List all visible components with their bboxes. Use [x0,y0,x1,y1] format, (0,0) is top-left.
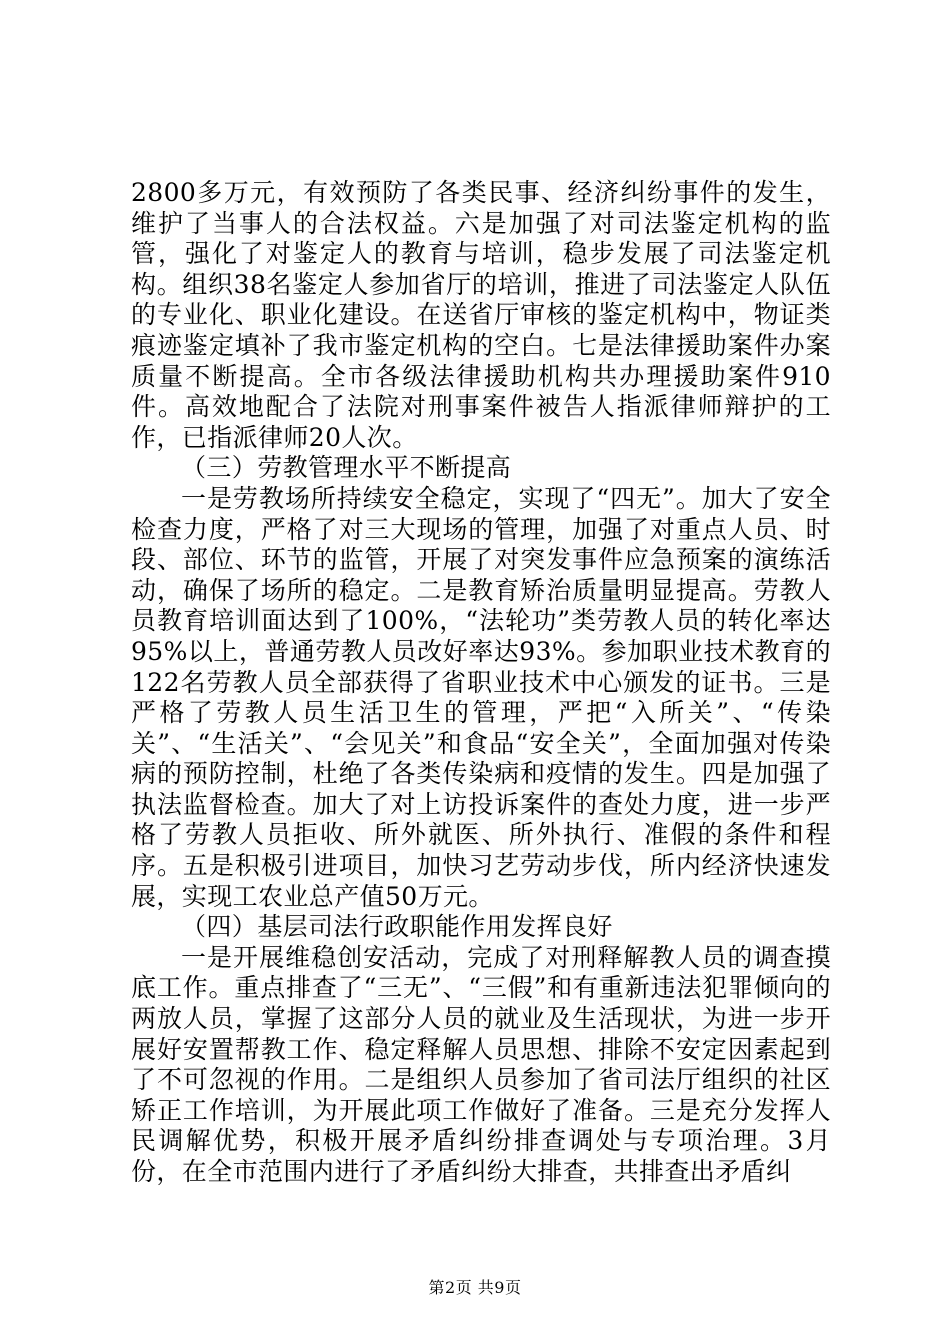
section-heading-4: （四）基层司法行政职能作用发挥良好 [181,912,613,942]
paragraph-grassroots: 一是开展维稳创安活动，完成了对刑释解教人员的调查摸底工作。重点排查了“三无”、“三假”和有重新违法犯罪倾向的两放人员，掌握了这部分人员的就业及生活现状，为进一步开展好安置帮教工作、稳定释解人员思想、排除不安定因素起到了不可忽视的作用。二是组织人员参加了省司法厅组织的社区矫正工作培训，为开展此项工作做好了准备。三是充分发挥人民调解优势，积极开展矛盾纠纷排查调处与专项治理。3月份，在全市范围内进行了矛盾纠纷大排查，共排查出矛盾纠 [131,942,831,1186]
section-heading-3: （三）劳教管理水平不断提高 [181,453,512,483]
document-body [131,178,831,1188]
page-footer: 第2页 共9页 [428,1278,522,1297]
paragraph-labor-education: 一是劳教场所持续安全稳定，实现了“四无”。加大了安全检查力度，严格了对三大现场的管理，加强了对重点人员、时段、部位、环节的监管，开展了对突发事件应急预案的演练活动，确保了场所的稳定。二是教育矫治质量明显提高。劳教人员教育培训面达到了100%，“法轮功”类劳教人员的转化率达95%以上，普通劳教人员改好率达93%。参加职业技术教育的122名劳教人员全部获得了省职业技术中心颁发的证书。三是严格了劳教人员生活卫生的管理，严把“入所关”、“传染关”、“生活关”、“会见关”和食品“安全关”，全面加强对传染病的预防控制，杜绝了各类传染病和疫情的发生。四是加强了执法监督检查。加大了对上访投诉案件的查处力度，进一步严格了劳教人员拒收、所外就医、所外执行、准假的条件和程序。五是积极引进项目，加快习艺劳动步伐，所内经济快速发展，实现工农业总产值50万元。 [131,483,831,911]
paragraph-continuation: 2800多万元，有效预防了各类民事、经济纠纷事件的发生，维护了当事人的合法权益。六是加强了对司法鉴定机构的监管，强化了对鉴定人的教育与培训，稳步发展了司法鉴定机构。组织38名鉴定人参加省厅的培训，推进了司法鉴定人队伍的专业化、职业化建设。在送省厅审核的鉴定机构中，物证类痕迹鉴定填补了我市鉴定机构的空白。七是法律援助案件办案质量不断提高。全市各级法律援助机构共办理援助案件910件。高效地配合了法院对刑事案件被告人指派律师辩护的工作，已指派律师20人次。 [131,178,831,452]
